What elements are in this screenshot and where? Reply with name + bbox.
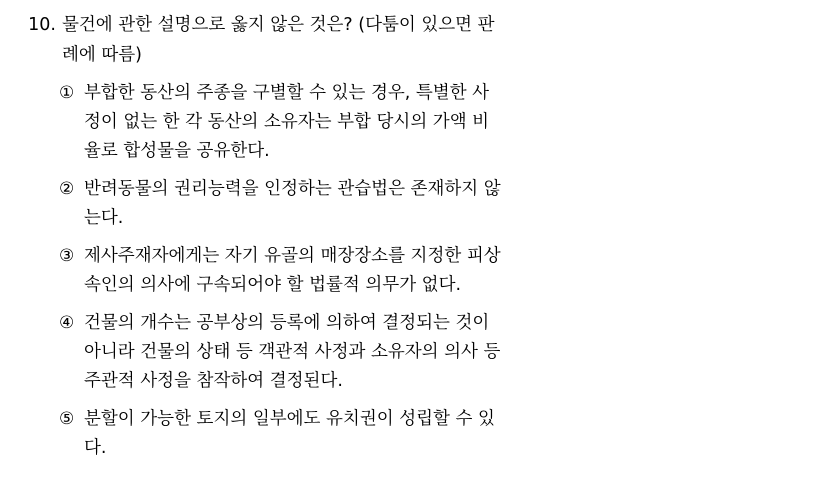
choice-text-2 (84, 175, 800, 233)
choice-text-5 (84, 405, 800, 463)
choice-list (22, 79, 800, 463)
choice-line: 율로 합성물을 공유한다. (84, 141, 270, 161)
choice-line: 속인의 의사에 구속되어야 할 법률적 의무가 없다. (84, 275, 462, 295)
choice-line: 주관적 사정을 참작하여 결정된다. (84, 371, 343, 391)
choice-marker-4: ④ (59, 313, 75, 333)
question-block (22, 10, 800, 70)
choice-marker-3: ③ (59, 246, 75, 266)
list-item[interactable] (59, 79, 800, 166)
question-stem (62, 10, 800, 70)
list-item[interactable] (59, 242, 800, 300)
choice-text-3 (84, 242, 800, 300)
choice-line: 다. (84, 438, 107, 458)
choice-line: 부합한 동산의 주종을 구별할 수 있는 경우, 특별한 사 (84, 83, 490, 103)
choice-line: 는다. (84, 208, 124, 228)
choice-text-4 (84, 309, 800, 396)
choice-line: 건물의 개수는 공부상의 등록에 의하여 결정되는 것이 (84, 313, 490, 333)
choice-marker-5: ⑤ (59, 409, 75, 429)
question-stem-line-2: 례에 따름) (62, 45, 143, 65)
choice-line: 분할이 가능한 토지의 일부에도 유치권이 성립할 수 있 (84, 409, 495, 429)
choice-text-1 (84, 79, 800, 166)
choice-line: 정이 없는 한 각 동산의 소유자는 부합 당시의 가액 비 (84, 112, 490, 132)
choice-line: 아니라 건물의 상태 등 객관적 사정과 소유자의 의사 등 (84, 342, 501, 362)
list-item[interactable] (59, 309, 800, 396)
question-stem-line-1: 물건에 관한 설명으로 옳지 않은 것은? (다툼이 있으면 판 (62, 15, 495, 35)
choice-line: 제사주재자에게는 자기 유골의 매장장소를 지정한 피상 (84, 246, 501, 266)
choice-marker-2: ② (59, 179, 75, 199)
question-number: 10. (28, 15, 56, 35)
list-item[interactable] (59, 175, 800, 233)
list-item[interactable] (59, 405, 800, 463)
choice-line: 반려동물의 권리능력을 인정하는 관습법은 존재하지 않 (84, 179, 501, 199)
choice-marker-1: ① (59, 83, 75, 103)
